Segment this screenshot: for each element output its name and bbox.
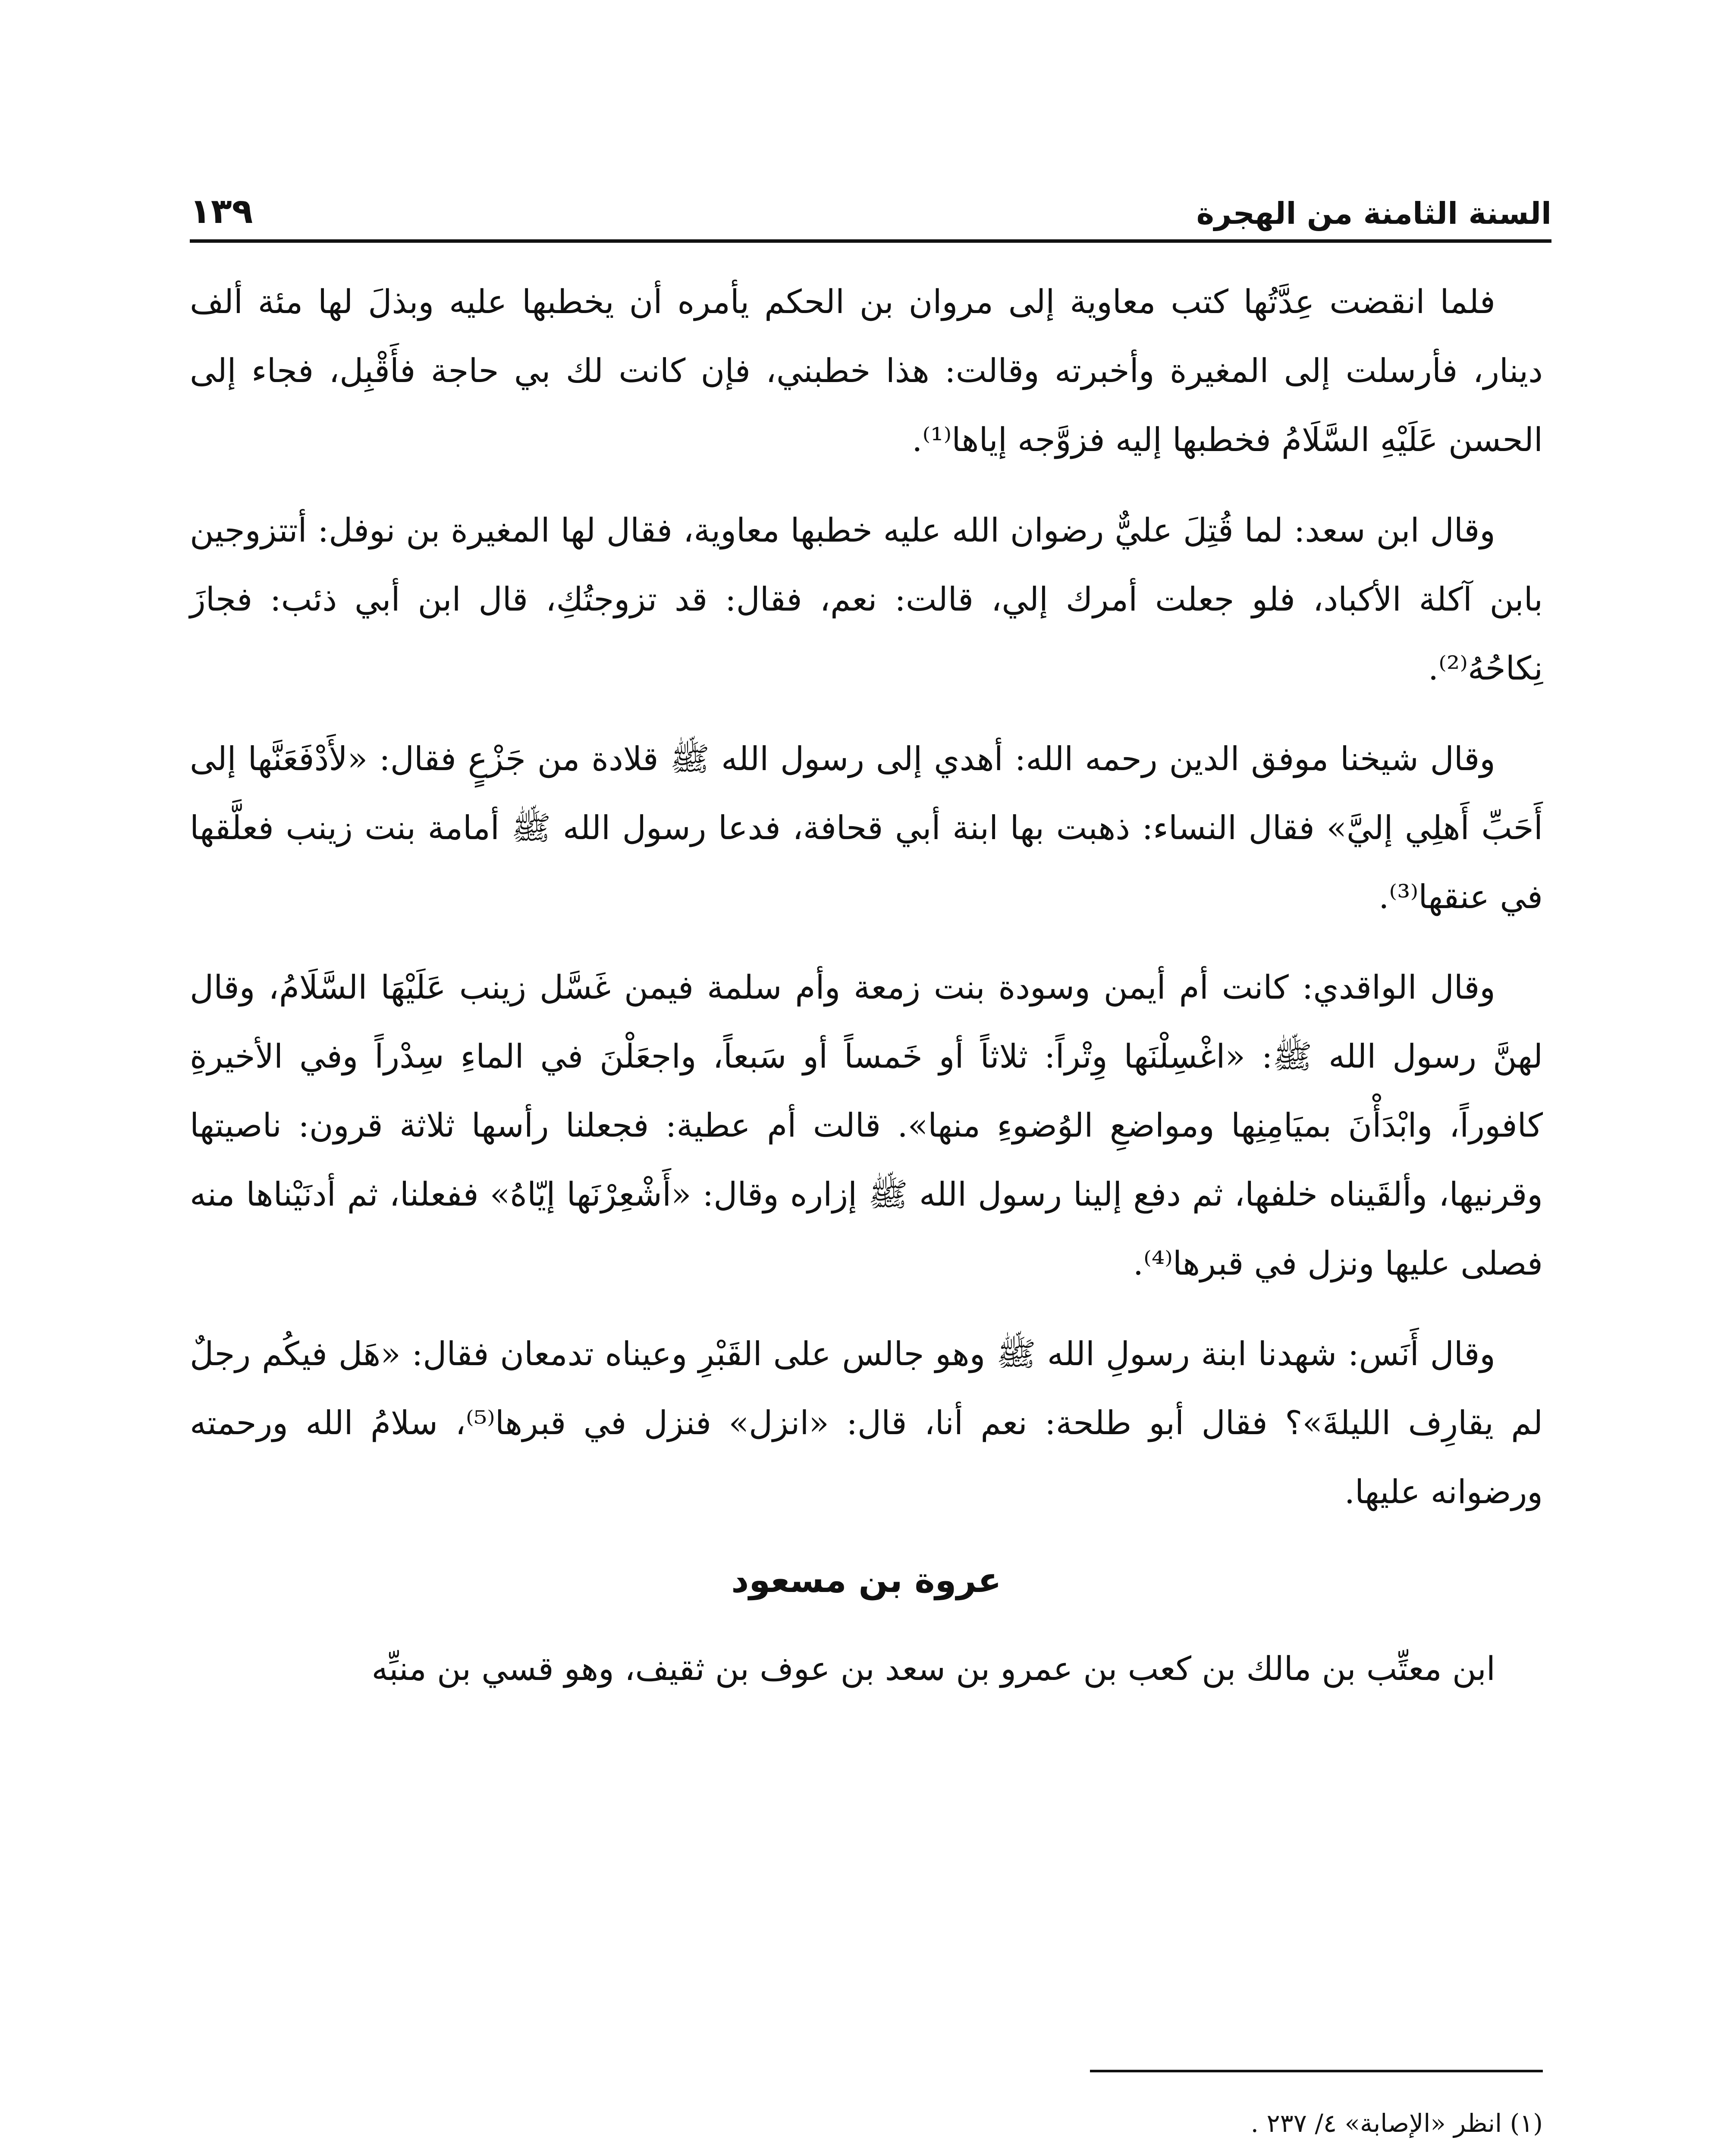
section-heading: عروة بن مسعود [731, 1560, 1002, 1600]
page-header [190, 164, 1551, 229]
footnote-rule [1090, 2070, 1543, 2072]
paragraph: فلما انقضت عِدَّتُها كتب معاوية إلى مروان بن الحكم يأمره أن يخطبها عليه وبذلَ لها مئة ألف دينار، فأرسلت إلى المغيرة وأخبرته وقالت: هذا خطبني، فإن كانت لك بي حاجة فأَقْبِل، فجاء إلى الحسن عَلَيْهِ السَّلَامُ فخطبها إليه فزوَّجه إياها⁽¹⁾. [190, 282, 1543, 459]
paragraph: وقال شيخنا موفق الدين رحمه الله: أهدي إلى رسول الله ﷺ قلادة من جَزْعٍ فقال: «لأَدْفَعَنَّها إلى أَحَبِّ أَهلِي إليَّ» فقال النساء: ذهبت بها ابنة أبي قحافة، فدعا رسول الله ﷺ أمامة بنت زينب فعلَّقها في عنقها⁽³⁾. [190, 740, 1543, 916]
page-number: ١٣٩ [190, 191, 253, 231]
paragraph: ابن معتِّب بن مالك بن كعب بن عمرو بن سعد بن عوف بن ثقيف، وهو قسي بن منبِّه [371, 1649, 1495, 1688]
header-rule [190, 239, 1551, 243]
main-text [190, 267, 1543, 1725]
paragraph: وقال أَنَس: شهدنا ابنة رسولِ الله ﷺ وهو جالس على القَبْرِ وعيناه تدمعان فقال: «هَل فيكُم رجلٌ لم يقارِف الليلةَ»؟ فقال أبو طلحة: نعم أنا، قال: «انزل» فنزل في قبرها⁽⁵⁾، سلامُ الله ورحمته ورضوانه عليها. [190, 1335, 1543, 1511]
footnote: (١) انظر «الإصابة» ٤/ ٢٣٧ . [1250, 2109, 1543, 2138]
paragraph: وقال الواقدي: كانت أم أيمن وسودة بنت زمعة وأم سلمة فيمن غَسَّل زينب عَلَيْهَا السَّلَامُ، وقال لهنَّ رسول الله ﷺ: «اغْسِلْنَها وِتْراً: ثلاثاً أو خَمساً أو سَبعاً، واجعَلْنَ في الماءِ سِدْراً وفي الأخيرةِ كافوراً، وابْدَأْنَ بميَامِنِها ومواضعِ الوُضوءِ منها». قالت أم عطية: فجعلنا رأسها ثلاثة قرون: ناصيتها وقرنيها، وألقَيناه خلفها، ثم دفع إلينا رسول الله ﷺ إزاره وقال: «أَشْعِرْنَها إيّاهُ» ففعلنا، ثم أدنَيْناها منه فصلى عليها ونزل في قبرها⁽⁴⁾. [190, 968, 1543, 1282]
footnote [190, 2151, 1543, 2156]
footnotes [190, 2096, 1543, 2156]
paragraph: وقال ابن سعد: لما قُتِلَ عليٌّ رضوان الله عليه خطبها معاوية، فقال لها المغيرة بن نوفل: أتتزوجين بابن آكلة الأكباد، فلو جعلت أمرك إلي، قالت: نعم، فقال: قد تزوجتُكِ، قال ابن أبي ذئب: فجازَ نِكاحُهُ⁽²⁾. [190, 511, 1543, 687]
running-title: السنة الثامنة من الهجرة [1196, 196, 1551, 231]
